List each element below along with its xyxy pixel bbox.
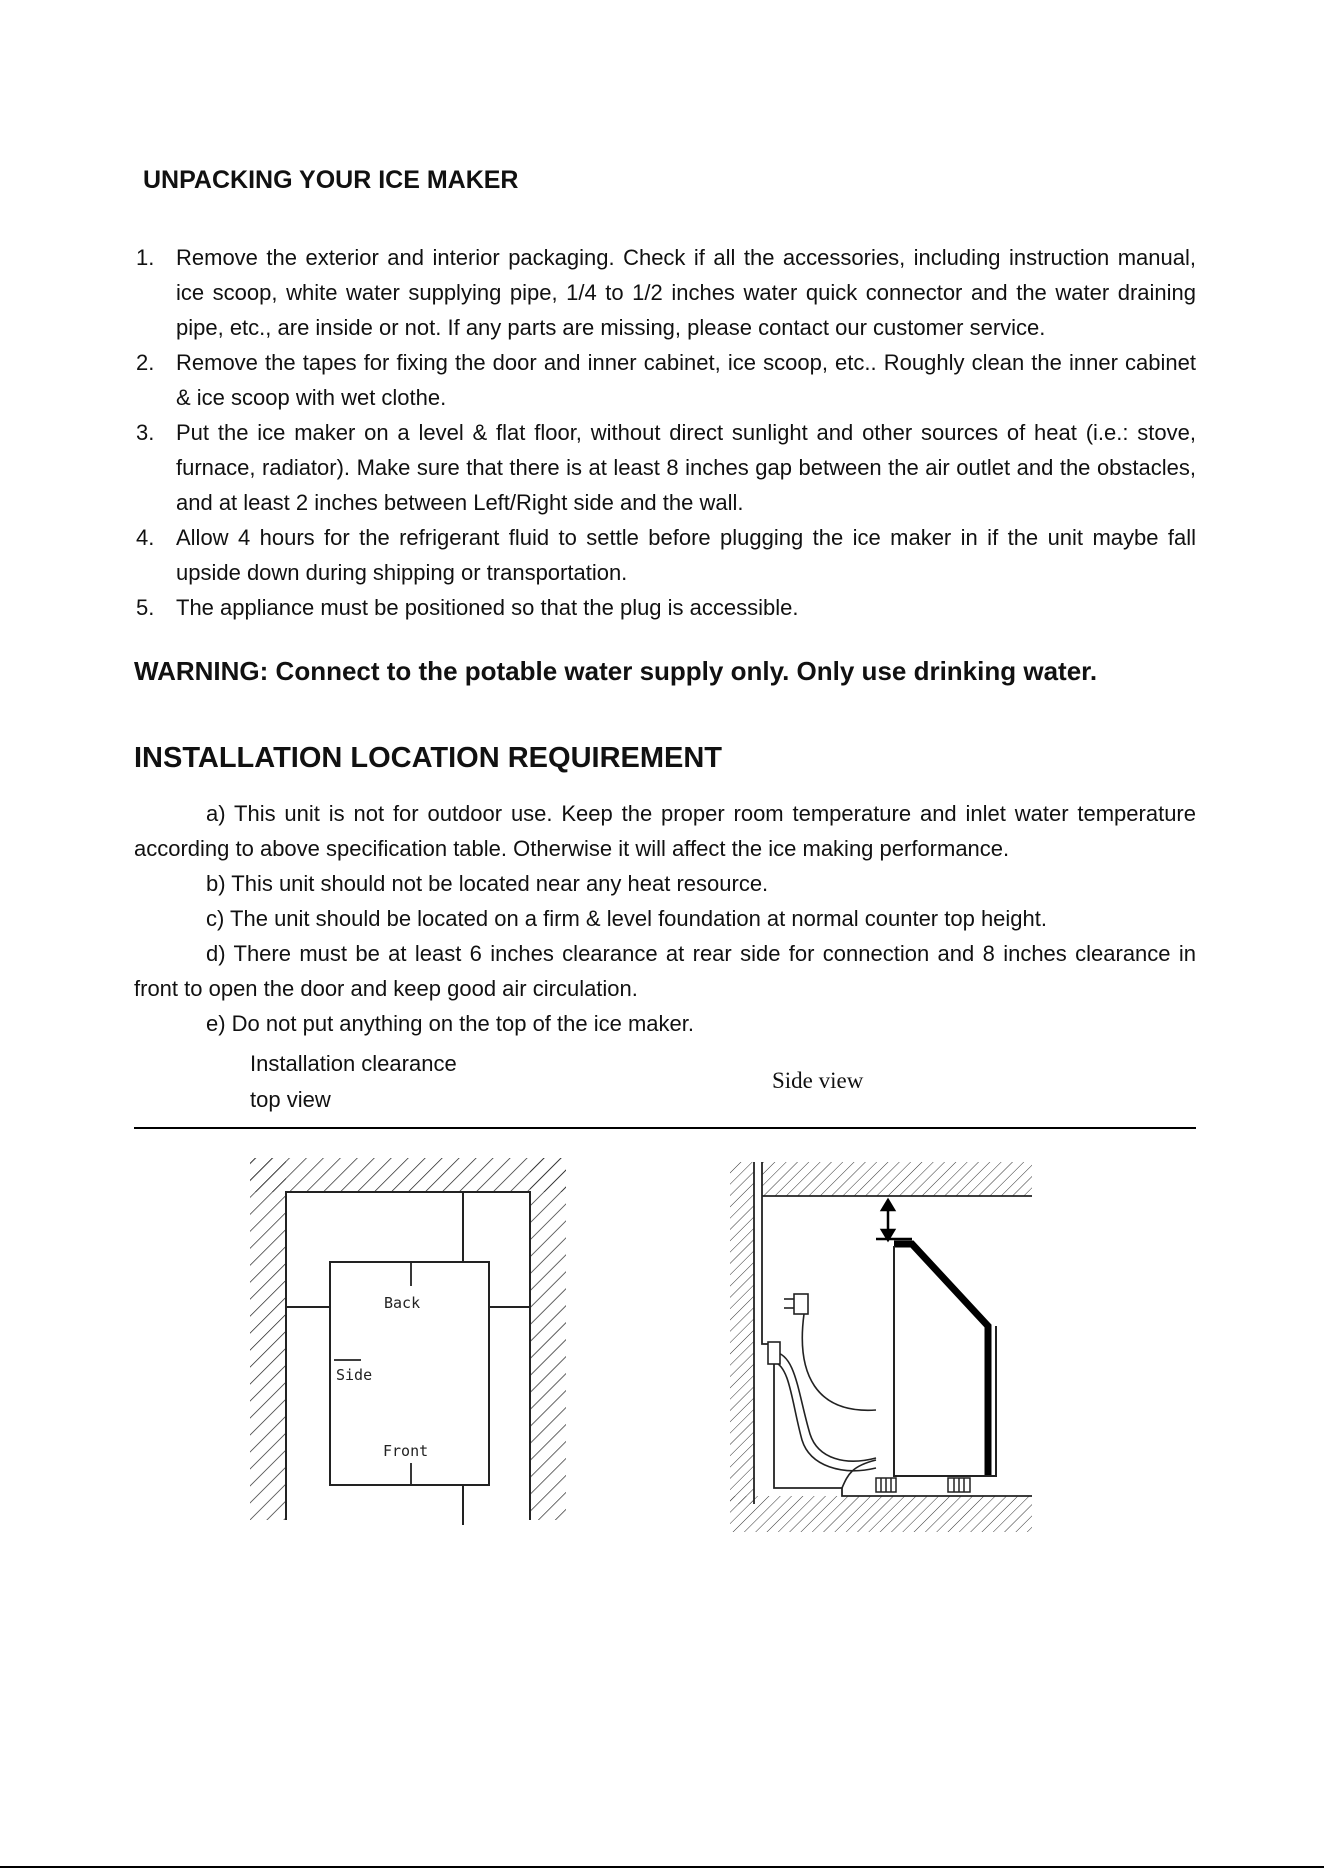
clearance-arrow: [876, 1200, 912, 1240]
side-label: Side: [336, 1366, 373, 1384]
power-plug-icon: [784, 1294, 808, 1314]
requirement-paragraph: b) This unit should not be located near any heat resource.: [206, 871, 769, 896]
water-warning: WARNING: Connect to the potable water supply only. Only use drinking water.: [134, 656, 1098, 686]
top-view-diagram: [246, 1150, 576, 1530]
caption-line: Installation clearance: [250, 1051, 457, 1076]
step-text: Allow 4 hours for the refrigerant fluid to settle before plugging the ice maker in if the unit maybe fall upside down during shipping or transportation.: [176, 525, 1196, 585]
step-text: Put the ice maker on a level & flat floor, without direct sunlight and other sources of heat (i.e.: stove, furnace, radiator). Make sure that there is at least 8 inches gap between the air outlet and the obstacles, and at least 2 inches between Left/Right side and the wall.: [176, 420, 1196, 515]
section-divider: [134, 1127, 1196, 1129]
list-item: [136, 240, 1196, 345]
hoses: [768, 1314, 876, 1488]
step-text: Remove the exterior and interior packaging. Check if all the accessories, including instruction manual, ice scoop, white water supplying pipe, 1/4 to 1/2 inches water quick connector and the water draining pipe, etc., are inside or not. If any parts are missing, please contact our customer service.: [176, 245, 1196, 340]
feet: [876, 1478, 970, 1492]
list-item: [136, 520, 1196, 590]
step-number: 3.: [136, 420, 155, 445]
requirement-paragraph: a) This unit is not for outdoor use. Keep the proper room temperature and inlet water temperature according to above specification table. Otherwise it will affect the ice making performance.: [134, 801, 1196, 861]
installation-heading: INSTALLATION LOCATION REQUIREMENT: [134, 742, 723, 774]
top-view-caption: [250, 1046, 457, 1118]
back-label: Back: [384, 1294, 421, 1312]
step-number: 2.: [136, 350, 155, 375]
side-view-diagram: [726, 1154, 1036, 1534]
front-label: Front: [383, 1442, 429, 1460]
unpacking-heading: UNPACKING YOUR ICE MAKER: [143, 166, 519, 194]
list-item: [136, 415, 1196, 520]
requirement-paragraph: e) Do not put anything on the top of the ice maker.: [206, 1011, 694, 1036]
step-text: Remove the tapes for fixing the door and inner cabinet, ice scoop, etc.. Roughly clean the inner cabinet & ice scoop with wet clothe.: [176, 350, 1196, 410]
page-bottom-border: [0, 1866, 1324, 1868]
installation-requirements: [134, 796, 1196, 1041]
step-number: 5.: [136, 595, 155, 620]
list-item: [136, 345, 1196, 415]
ice-maker-body: [894, 1244, 996, 1476]
list-item: [136, 590, 1196, 625]
side-view-caption: Side view: [772, 1068, 864, 1093]
unpacking-steps: [136, 240, 1196, 625]
step-number: 1.: [136, 245, 155, 270]
step-text: The appliance must be positioned so that the plug is accessible.: [176, 595, 799, 620]
caption-line: top view: [250, 1087, 331, 1112]
requirement-paragraph: d) There must be at least 6 inches clearance at rear side for connection and 8 inches clearance in front to open the door and keep good air circulation.: [134, 941, 1196, 1001]
step-number: 4.: [136, 525, 155, 550]
requirement-paragraph: c) The unit should be located on a firm & level foundation at normal counter top height.: [206, 906, 1047, 931]
